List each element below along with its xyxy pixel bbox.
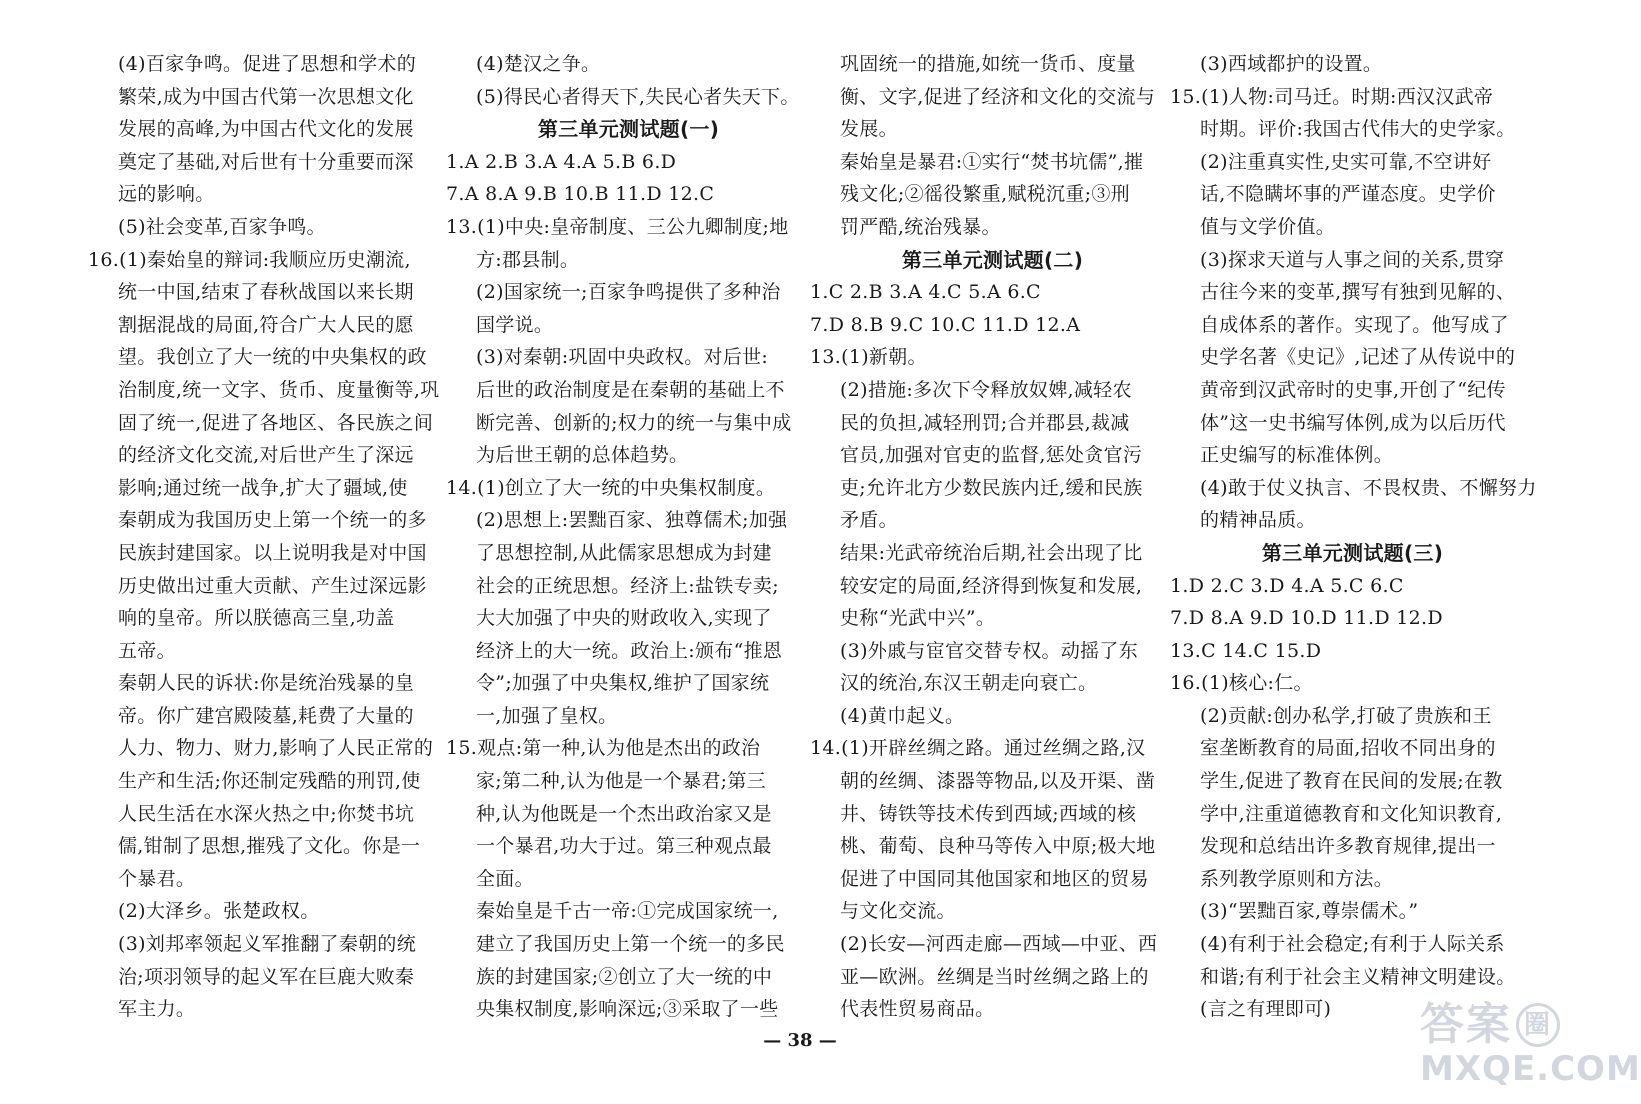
answer-line: 为后世王朝的总体趋势。 [476,444,689,467]
answer-line: 汉的统治,东汉王朝走向衰亡。 [840,672,1098,695]
answer-line: 军主力。 [118,998,196,1021]
answer-line: 五帝。 [118,639,176,662]
answer-line: (2)国家统一;百家争鸣提供了多种治 [476,281,781,304]
answer-line: 国学说。 [476,313,554,336]
answer-line: 个暴君。 [118,867,196,890]
answer-line: 1.D 2.C 3.D 4.A 5.C 6.C [1170,574,1404,597]
answer-line: 罚严酷,统治残暴。 [840,215,1001,238]
answer-line: 井、铸铁等技术传到西域;西域的核 [840,802,1137,825]
answer-line: 学中,注重道德教育和文化知识教育, [1200,802,1503,825]
answer-line: 经济上的大一统。政治上:颁布“推恩 [476,639,783,662]
answer-line: 15.(1)人物:司马迁。时期:西汉汉武帝 [1170,85,1494,108]
answer-line: 较安定的局面,经济得到恢复和发展, [840,574,1143,597]
answer-line: (3)“罢黜百家,尊崇儒术。” [1200,900,1419,923]
answer-line: 统一中国,结束了春秋战国以来长期 [118,281,414,304]
answer-line: 影响;通过统一战争,扩大了疆域,使 [118,476,408,499]
answer-line: 秦朝成为我国历史上第一个统一的多 [118,509,427,532]
answer-line: 巩固统一的措施,如统一货币、度量 [840,53,1136,75]
answer-line: (2)贡献:创办私学,打破了贵族和王 [1200,704,1492,727]
answer-line: 吏;允许北方少数民族内迁,缓和民族 [840,476,1143,499]
answer-line: 黄帝到汉武帝时的史事,开创了“纪传 [1200,378,1506,401]
answer-line: 和谐;有利于社会主义精神文明建设。 [1200,965,1516,988]
page-number: — 38 — [763,1030,837,1051]
answer-line: 治制度,统一文字、货币、度量衡等,巩 [118,378,440,401]
answer-line: 望。我创立了大一统的中央集权的政 [118,346,427,369]
answer-line: 话,不隐瞒坏事的严谨态度。史学价 [1200,183,1496,206]
answer-line: (3)对秦朝:巩固中央政权。对后世: [476,346,769,369]
answer-line: (3)西域都护的设置。 [1200,53,1383,75]
answer-line: (2)注重真实性,史实可靠,不空讲好 [1200,150,1492,173]
answer-line: 朝的丝绸、漆器等物品,以及开渠、凿 [840,770,1156,793]
answer-line: 全面。 [476,867,534,890]
answer-line: 16.(1)核心:仁。 [1170,672,1313,695]
watermark-domain: MXQE.COM [1420,1049,1641,1089]
answer-line: (言之有理即可) [1200,998,1332,1021]
answer-line: 16.(1)秦始皇的辩词:我顺应历史潮流, [88,248,411,271]
answer-line: 了思想控制,从此儒家思想成为封建 [476,541,772,564]
answer-line: 割据混战的局面,符合广大人民的愿 [118,313,414,336]
answer-line: 奠定了基础,对后世有十分重要而深 [118,150,414,173]
answer-line: 14.(1)开辟丝绸之路。通过丝绸之路,汉 [810,737,1146,760]
answer-line: 7.A 8.A 9.B 10.B 11.D 12.C [446,183,715,206]
answer-line: 一个暴君,功大于过。第三种观点最 [476,835,772,858]
answer-line: 建立了我国历史上第一个统一的多民 [476,933,785,956]
answer-line: 繁荣,成为中国古代第一次思想文化 [118,85,414,108]
answer-line: (5)得民心者得天下,失民心者失天下。 [476,85,800,108]
answer-line: 秦始皇是千古一帝:①完成国家统一, [476,900,779,923]
answer-line: 人力、物力、财力,影响了人民正常的 [118,737,434,760]
column-2 [446,48,800,1026]
answer-line: 发现和总结出许多教育规律,提出一 [1200,835,1496,858]
answer-line: 一,加强了皇权。 [476,704,618,727]
answer-line: 体”这一史书编写体例,成为以后历代 [1200,411,1506,434]
answer-line: 系列教学原则和方法。 [1200,867,1394,890]
answer-line: 家;第二种,认为他是一个暴君;第三 [476,770,766,793]
answer-line: 后世的政治制度是在秦朝的基础上不 [476,378,785,401]
answer-line: 儒,钳制了思想,摧残了文化。你是一 [118,835,421,858]
answer-line: 历史做出过重大贡献、产生过深远影 [118,574,427,597]
answer-line: 断完善、创新的;权力的统一与集中成 [476,411,792,434]
answer-line: 正史编写的标准体例。 [1200,444,1394,467]
answer-line: (4)黄巾起义。 [840,704,965,727]
answer-line: 室垄断教育的局面,招收不同出身的 [1200,737,1496,760]
watermark-top [1420,1000,1592,1050]
answer-line: (2)长安—河西走廊—西域—中亚、西 [840,933,1158,956]
answer-line: 代表性贸易商品。 [840,998,995,1021]
answer-line: 与文化交流。 [840,900,956,923]
answer-line: 13.C 14.C 15.D [1170,639,1322,662]
answer-line: 秦始皇是暴君:①实行“焚书坑儒”,摧 [840,150,1144,173]
answer-line: (3)外戚与宦官交替专权。动摇了东 [840,639,1139,662]
section-heading: 第三单元测试题(三) [1261,540,1444,565]
answer-line: (4)百家争鸣。促进了思想和学术的 [118,53,417,75]
answer-line: 民族封建国家。以上说明我是对中国 [118,541,427,564]
watermark-top-text: 答案 [1420,999,1512,1050]
answer-line: 响的皇帝。所以朕德高三皇,功盖 [118,607,395,630]
answer-line: 矛盾。 [840,509,898,532]
answer-line: 发展。 [840,118,898,141]
answer-line: 方:郡县制。 [476,248,580,271]
answer-line: 的经济文化交流,对后世产生了深远 [118,444,414,467]
answer-line: 15.观点:第一种,认为他是杰出的政治 [446,737,761,760]
answer-line: (4)有利于社会稳定;有利于人际关系 [1200,933,1505,956]
answer-line: (4)敢于仗义执言、不畏权贵、不懈努力 [1200,476,1537,499]
answer-line: 桃、葡萄、良种马等传入中原;极大地 [840,835,1156,858]
answer-line: 种,认为他既是一个杰出政治家又是 [476,802,772,825]
answer-line: (2)思想上:罢黜百家、独尊儒术;加强 [476,509,788,532]
answer-line: 的精神品质。 [1200,509,1316,532]
answer-line: 古往今来的变革,撰写有独到见解的、 [1200,281,1516,304]
section-heading: 第三单元测试题(二) [901,247,1084,272]
answer-line: (2)措施:多次下令释放奴婢,减轻农 [840,378,1132,401]
answer-line: 民的负担,减轻刑罚;合并郡县,裁减 [840,411,1130,434]
answer-line: 史学名著《史记》,记述了从传说中的 [1200,346,1516,369]
watermark-logo [1420,999,1641,1094]
answer-line: 学生,促进了教育在民间的发展;在教 [1200,770,1503,793]
watermark-badge-icon: 圈 [1516,1003,1560,1047]
answer-line: 14.(1)创立了大一统的中央集权制度。 [446,476,776,499]
answer-line: 族的封建国家;②创立了大一统的中 [476,965,773,988]
answer-line: (3)探求天道与人事之间的关系,贯穿 [1200,248,1505,271]
answer-line: 值与文学价值。 [1200,215,1336,238]
answer-line: 大大加强了中央的财政收入,实现了 [476,607,772,630]
answer-line: 时期。评价:我国古代伟大的史学家。 [1200,118,1516,141]
section-heading: 第三单元测试题(一) [537,117,720,142]
answer-line: 官员,加强对官吏的监督,惩处贪官污 [840,444,1143,467]
column-4 [1170,48,1537,1026]
answer-line: 帝。你广建宫殿陵墓,耗费了大量的 [118,704,414,727]
answer-line: 结果:光武帝统治后期,社会出现了比 [840,541,1143,564]
column-1 [88,48,440,1026]
answer-line: 令”;加强了中央集权,维护了国家统 [476,672,770,695]
answer-line: 固了统一,促进了各地区、各民族之间 [118,411,434,434]
answer-line: 衡、文字,促进了经济和文化的交流与 [840,85,1156,108]
answer-line: 7.D 8.B 9.C 10.C 11.D 12.A [810,313,1081,336]
answer-line: 生产和生活;你还制定残酷的刑罚,使 [118,770,421,793]
answer-line: 1.A 2.B 3.A 4.A 5.B 6.D [446,150,677,173]
answer-line: 1.C 2.B 3.A 4.C 5.A 6.C [810,281,1041,304]
answer-line: 自成体系的著作。实现了。他写成了 [1200,313,1509,336]
answer-line: (5)社会变革,百家争鸣。 [118,215,326,238]
answer-line: 社会的正统思想。经济上:盐铁专卖; [476,574,779,597]
answer-line: 促进了中国同其他国家和地区的贸易 [840,867,1149,890]
answer-line: (3)刘邦率领起义军推翻了秦朝的统 [118,933,417,956]
answer-line: 残文化;②徭役繁重,赋税沉重;③刑 [840,183,1130,206]
answer-line: 秦朝人民的诉状:你是统治残暴的皇 [118,672,415,695]
answer-line: 央集权制度,影响深远;③采取了一些 [476,998,779,1021]
column-3 [810,48,1158,1026]
answer-line: 史称“光武中兴”。 [840,607,996,630]
answer-line: (4)楚汉之争。 [476,53,601,75]
answer-line: 发展的高峰,为中国古代文化的发展 [118,118,414,141]
answer-line: 亚—欧洲。丝绸是当时丝绸之路上的 [840,965,1149,988]
answer-line: (2)大泽乡。张楚政权。 [118,900,320,923]
answer-line: 13.(1)新朝。 [810,346,927,369]
answer-line: 治;项羽领导的起义军在巨鹿大败秦 [118,965,415,988]
answer-line: 13.(1)中央:皇帝制度、三公九卿制度;地 [446,215,789,238]
answer-line: 7.D 8.A 9.D 10.D 11.D 12.D [1170,607,1443,630]
answer-line: 人民生活在水深火热之中;你焚书坑 [118,802,415,825]
answer-line: 远的影响。 [118,183,215,206]
